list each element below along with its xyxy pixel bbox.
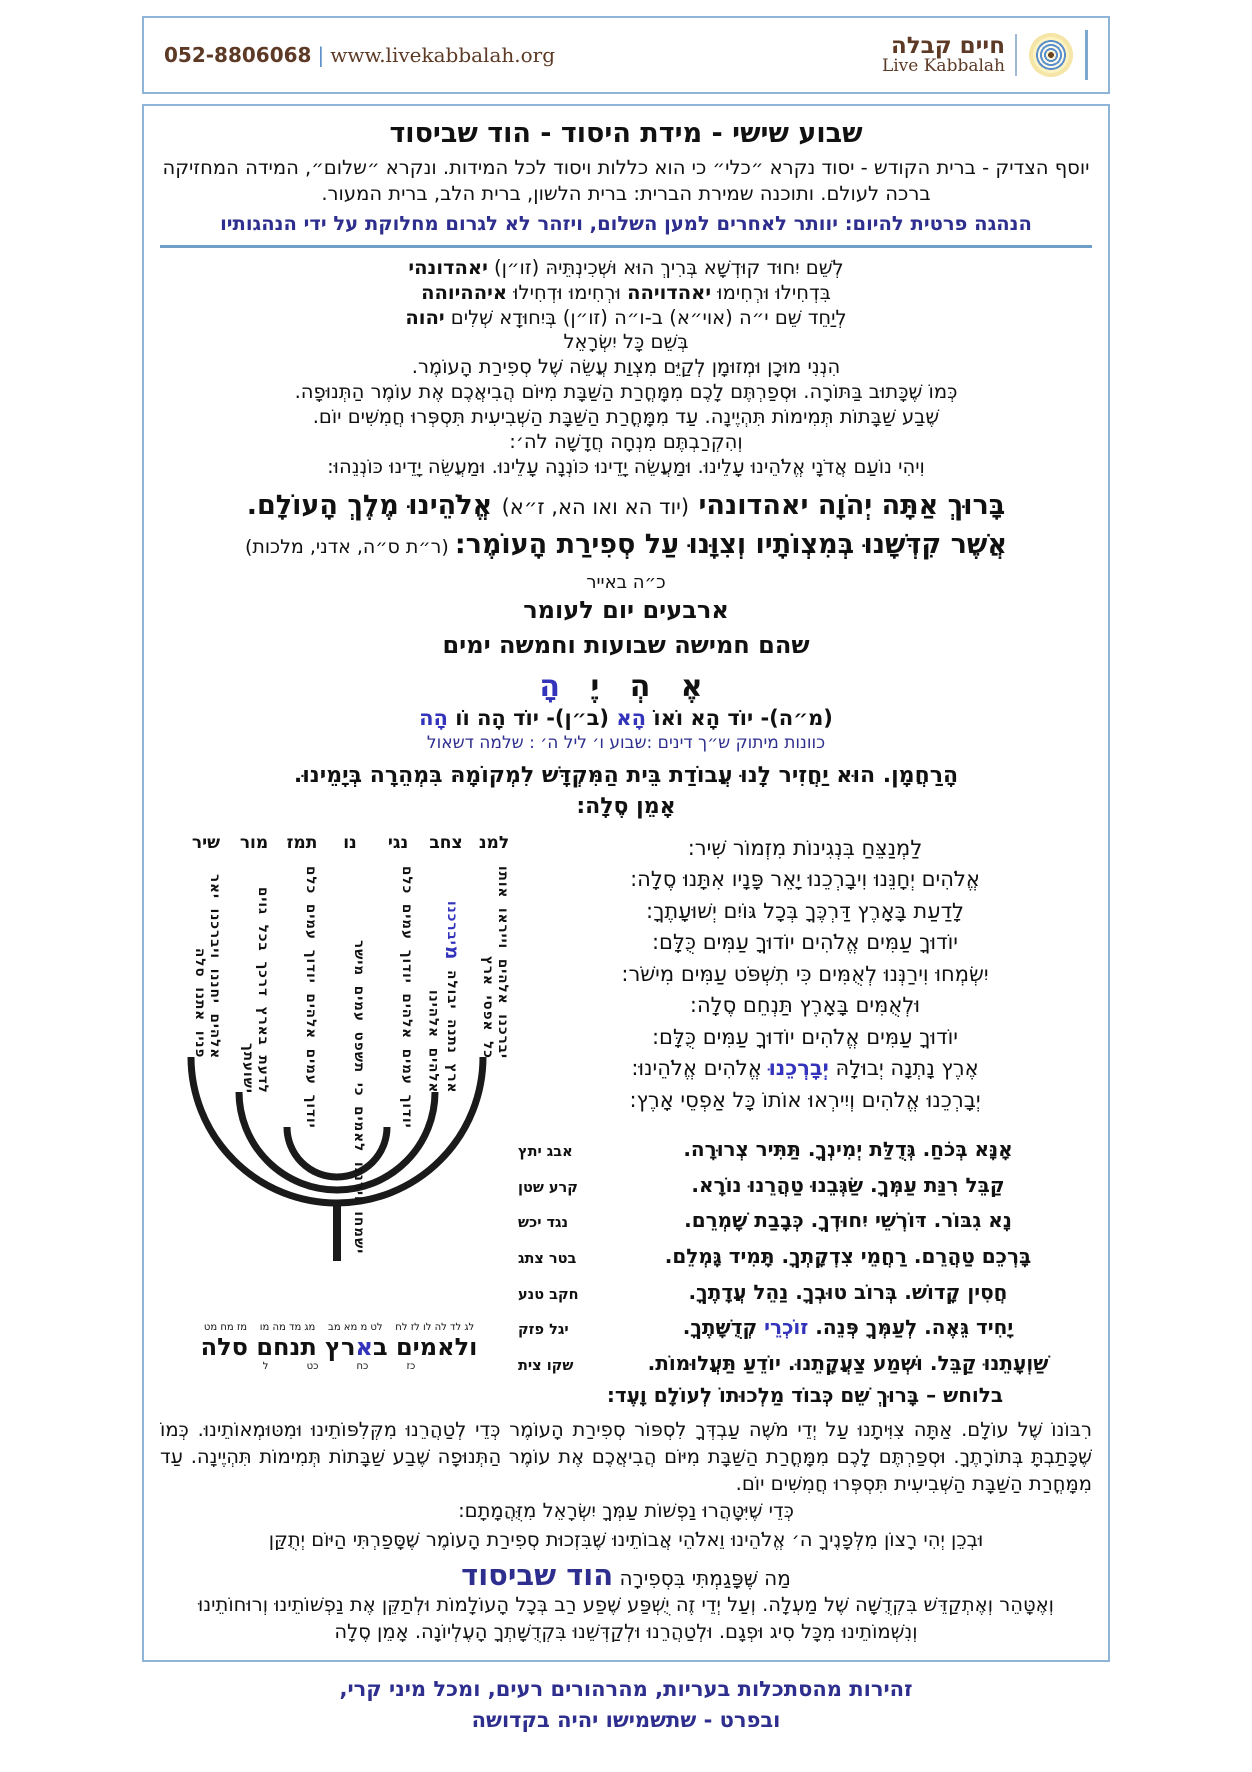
footer-warning [142, 1674, 1110, 1737]
day-40-marker: מ [441, 945, 463, 961]
blessing-line-1: בָּרוּךְ אַתָּה יְהֹוָה יאהדונהי (יוד הא ואו הא, ז״א) אֱלֹהֵינוּ מֶלֶךְ הָעוֹלָם. [246, 490, 1006, 522]
leshem-line: כְּמוֹ שֶׁכָּתוּב בַּתּוֹרָה. וּסְפַרְתֶּם לָכֶם מִמָּחֳרַת הַשַּׁבָּת מִיּוֹם הֲבִיאֲכֶם אֶת עוֹמֶר הַתְּנוּפָה. [294, 380, 958, 404]
ana-code: שקו צית [518, 1357, 574, 1374]
psalm-line-highlighted: אֶרֶץ נָתְנָה יְבוּלָהּ יְבָרְכֵנוּ אֱלֹהִים אֱלֹהֵינוּ: [631, 1056, 979, 1081]
menorah-branch-5: יודוך עמים אלהים יודוך עמים כלם [303, 866, 319, 1129]
ana-line: נָא גִבּוֹר. דּוֹרְשֵׁי יִחוּדְךָ. כְּבָבַת שָׁמְרֵם. נגד יכש [518, 1203, 1092, 1239]
sefirah-name-hod-shebiyesod: הוד שביסוד [461, 1557, 614, 1592]
psalm-line: לַמְנַצֵּחַ בִּנְגִינוֹת מִזְמוֹר שִׁיר: [687, 835, 923, 860]
menorah-branch-center: ישמחו וירננו לאמים כי תשפט עמים מישר [351, 940, 367, 1255]
ana-line: שַׁוְעָתֵנוּ קַבֵּל. וּשְׁמַע צַעֲקָתֵנוּ. יוֹדֵעַ תַּעֲלוּמוֹת. שקו צית [518, 1346, 1092, 1382]
footer-line-2: ובפרט - שתשמישו יהיה בקדושה [471, 1708, 781, 1733]
contact-info [164, 43, 555, 67]
header [142, 16, 1110, 94]
menorah-base-verse: ולאמים בארץ תנחם סלה [200, 1333, 478, 1362]
psalm-line: יִשְׂמְחוּ וִירַנְּנוּ לְאֻמִּים כִּי תִשְׁפֹּט עַמִּים מִישֹׁר: [621, 961, 989, 986]
logo-separator [1015, 34, 1017, 76]
pegam-line: מַה שֶּׁפָּגַמְתִּי בִּסְפִירָה הוד שביסוד [461, 1557, 791, 1592]
main-content [142, 104, 1110, 1662]
menorah-psalm-graphic [160, 833, 518, 1373]
ana-line: בָּרְכֵם טַהֲרֵם. רַחֲמֵי צִדְקָתְךָ. תָּמִיד גָּמְלֵם. בטר צתג [518, 1239, 1092, 1275]
psalm-line: לָדַעַת בָּאָרֶץ דַּרְכֶּךָ בְּכָל גּוֹיִם יְשׁוּעָתֶךָ: [646, 898, 964, 923]
psalm-line: יְבָרְכֵנוּ אֱלֹהִים וְיִירְאוּ אוֹתוֹ כָּל אַפְסֵי אָרֶץ: [629, 1087, 981, 1112]
footer-line-1: זהירות מהסתכלות בעריות, מהרהורים רעים, ומכל מיני קרי, [339, 1676, 913, 1701]
menorah-word-numbers-top: לג לד לה לו לז לח לט מ מא מב מג מד מה מו מז מח מט [203, 1322, 475, 1334]
omer-blessing [160, 486, 1092, 564]
milui-line: (מ״ה)- יוֹד הָא וֹאוֹ הָא (ב״ן)- יוֹד הָה וֹו הָה [419, 706, 833, 731]
ana-code: בטר צתג [518, 1250, 577, 1267]
menorah-branch-7: אלהים יחננו ויברכנו יאר פניו אתנו סלה [191, 873, 223, 1059]
ana-bekoach-block [518, 1132, 1092, 1407]
ana-line-highlighted: יָחִיד גֵּאֶה. לְעַמְּךָ פְּנֵה. זוֹכְרֵי קְדֻשָּׁתֶךָ. יגל פזק [518, 1310, 1092, 1346]
leshem-line: שֶׁבַע שַׁבָּתוֹת תְּמִימוֹת תִּהְיֶינָה. עַד מִמָּחֳרַת הַשַּׁבָּת הַשְּׁבִיעִית תִּסְפְּרוּ חֲמִשִּׁים יוֹם. [312, 405, 940, 429]
logo-right-rule [1085, 30, 1088, 80]
page-title: שבוע שישי - מידת היסוד - הוד שביסוד [389, 118, 863, 149]
leshem-line: הִנְנִי מוּכָן וּמְזוּמָן לְקַיֵּם מִצְוַת עֲשֵׂה שֶׁל סְפִירַת הָעוֹמֶר. [411, 355, 841, 379]
leshem-line: לְיַחֵד שֵׁם י״ה (אוי״א) ב-ו״ה (זו״ן) בְּיִחוּדָא שְׁלִים יהוה [405, 305, 847, 329]
closing-paragraph: וְאֶטָּהֵר וְאֶתְקַדֵּשׁ בִּקְדֻשָּׁה שֶׁל מַעְלָה. וְעַל יְדֵי זֶה יֻשְׁפַּע שֶׁפַע רַב בְּכָל הָעוֹלָמוֹת וּלְתַקֵּן אֶת נַפְשׁוֹתֵינוּ וְרוּחוֹתֵינוּ וְנִשְׁמוֹתֵינוּ מִכָּל סִיג וּפְגָם. וּלְטַהֲרֵנוּ וּלְקַדְּשֵׁנוּ בִּקְדֻשָּׁתְךָ הָעֶלְיוֹנָה. אָמֵן סֶלָה [198, 1592, 1054, 1643]
psalm-menorah-section [160, 833, 1092, 1408]
ana-line: חֲסִין קָדוֹשׁ. בְּרוֹב טוּבְךָ. נַהֵל עֲדָתֶךָ. חקב טנע [518, 1275, 1092, 1311]
menorah-branch-2: ארץ נתנה יבולה מיברכנו אלהים אלהינו [425, 901, 463, 1094]
ana-line: אָנָּא בְּכֹחַ. גְּדֻלַּת יְמִינְךָ. תַּתִּיר צְרוּרָה. אבג יתץ [518, 1132, 1092, 1168]
ana-code: חקב טנע [518, 1286, 579, 1303]
omer-count-days: ארבעים יום לעומר [523, 596, 729, 625]
ana-code: אבג יתץ [518, 1144, 573, 1161]
ana-code: קרע שטן [518, 1179, 578, 1196]
blessing-line-2: אֲשֶׁר קִדְּשָׁנוּ בְּמִצְוֹתָיו וְצִוָּנוּ עַל סְפִירַת הָעוֹמֶר: (ר״ת ס״ה, אדני, מלכות) [244, 529, 1008, 561]
menorah-branch-6: לדעת בארץ דרכך בכל גוים ישועתך [239, 886, 271, 1094]
divine-name-ehyeh: אֶ הְ יֶ הָ [539, 669, 713, 705]
psalm-line: יוֹדוּךָ עַמִּים אֱלֹהִים יוֹדוּךָ עַמִּים כֻּלָּם: [651, 930, 958, 955]
leshem-line: בְּשֵׁם כָּל יִשְׂרָאֵל [563, 330, 689, 354]
ana-code: יגל פזק [518, 1322, 569, 1339]
ana-code: נגד יכש [518, 1215, 569, 1232]
leshem-line: וְהִקְרַבְתֶּם מִנְחָה חֲדָשָׁה לה׳: [509, 430, 743, 454]
logo-text [882, 34, 1005, 76]
ribono-tail-line: כְּדֵי שֶׁיִּטָּהֲרוּ נַפְשׁוֹת עַמְּךָ יִשְׂרָאֵל מִזֻּהֲמָתָם: [458, 1499, 794, 1523]
logo [882, 30, 1088, 80]
kavanot-line: כוונות מיתוק ש״ך דינים :שבוע ו׳ ליל ה׳ : שלמה דשאול [426, 733, 826, 754]
leshem-line: וִיהִי נוֹעַם אֲדֹנָי אֱלֹהֵינוּ עָלֵינוּ. וּמַעֲשֵׂה יָדֵינוּ כּוֹנְנָה עָלֵינוּ. וּמַעֲשֵׂה יָדֵינוּ כּוֹנְנֵהוּ: [327, 455, 925, 479]
contact-separator: | [317, 43, 325, 67]
leshem-line: לְשֵׁם יִחוּד קוּדְשָׁא בְּרִיךְ הוּא וּשְׁכִינְתֵּיהּ (זו״ן) יאהדונהי [408, 255, 844, 279]
psalm-line: אֱלֹהִים יְחָנֵּנוּ וִיבָרְכֵנוּ יָאֵר פָּנָיו אִתָּנוּ סֶלָה: [630, 867, 980, 892]
harachaman-block [160, 761, 1092, 823]
page [142, 0, 1110, 1737]
logo-hebrew-name: חיים קבלה [890, 33, 1005, 59]
leshem-yichud-block [160, 256, 1092, 481]
amen-selah-line: אָמֵן סֶלָה: [576, 793, 676, 819]
ana-line: קַבֵּל רִנַּת עַמְּךָ. שַׂגְּבֵנוּ טַהֲרֵנוּ נוֹרָא. קרע שטן [518, 1168, 1092, 1204]
psalm-67-text [518, 833, 1092, 1117]
logo-english-name: Live Kabbalah [881, 56, 1005, 77]
website-url: www.livekabbalah.org [330, 43, 556, 67]
menorah-branch-1: יברכנו אלהים וייראו אותו כל אפסי ארץ [479, 865, 511, 1059]
phone-number: 052-8806068 [164, 43, 312, 67]
omer-count [160, 593, 1092, 663]
baruch-shem-line: בלוחש – בָּרוּךְ שֵׁם כְּבוֹד מַלְכוּתוֹ לְעוֹלָם וָעֶד: [606, 1383, 1004, 1408]
uvchen-line: וּבְכֵן יְהִי רָצוֹן מִלְּפָנֶיךָ ה׳ אֱלֹהֵינוּ וֵאלֹהֵי אֲבוֹתֵינוּ שֶׁבִּזְכוּת סְפִירַת הָעוֹמֶר שֶׁסָּפַרְתִּי הַיּוֹם יְתֻקַּן [268, 1527, 984, 1551]
ribono-paragraph: רִבּוֹנוֹ שֶׁל עוֹלָם. אַתָּה צִוִּיתָנוּ עַל יְדֵי מֹשֶׁה עַבְדְּךָ לִסְפּוֹר סְפִירַת הָעוֹמֶר כְּדֵי לְטַהֲרֵנוּ מִקְּלִפּוֹתֵינוּ וּמִטּוּמְאוֹתֵינוּ. כְּמוֹ שֶׁכָּתַבְתָּ בְּתוֹרָתֶךָ. וּסְפַרְתֶּם לָכֶם מִמָּחֳרַת הַשַּׁבָּת מִיּוֹם הֲבִיאֲכֶם אֶת עוֹמֶר הַתְּנוּפָה שֶׁבַע שַׁבָּתוֹת תְּמִימוֹת תִּהְיֶינָה. עַד מִמָּחֳרַת הַשַּׁבָּת הַשְּׁבִיעִית תִּסְפְּרוּ חֲמִשִּׁים יוֹם. [160, 1418, 1092, 1496]
harachaman-line: הָרַחֲמָן. הוּא יַחֲזִיר לָנוּ עֲבוֹדַת בֵּית הַמִּקְדָּשׁ לִמְקוֹמָהּ בִּמְהֵרָה בְּיָמֵינוּ. [293, 763, 959, 789]
hebrew-date: כ״ה באייר [586, 572, 666, 594]
psalm-line: וּלְאֻמִּים בָּאָרֶץ תַּנְחֵם סֶלָה: [689, 993, 921, 1018]
omer-count-weeks: שהם חמישה שבועות וחמשה ימים [442, 631, 810, 660]
menorah-base [160, 1322, 518, 1372]
leshem-line: בִּדְחִילוּ וּרְחִימוּ יאהדויהה וּרְחִימוּ וּדְחִילוּ איההיוהה [421, 280, 831, 304]
intro-paragraph: יוסף הצדיק - ברית הקודש - יסוד נקרא ״כלי״ כי הוא כללות ויסוד לכל המידות. ונקרא ״שלום״, המידה המחזיקה ברכה לעולם. ותוכנה שמירת הברית: ברית הלשון, ברית הלב, ברית המעור. [162, 156, 1090, 206]
section-divider [160, 245, 1092, 248]
psalm-column [518, 833, 1092, 1408]
spiral-logo-icon [1027, 31, 1075, 79]
menorah-word-numbers-bottom: כז כח כט ל [262, 1360, 416, 1372]
daily-conduct-line: הנהגה פרטית להיום: יוותר לאחרים למען השלום, ויזהר לא לגרום מחלוקת על ידי הנהגותיו [220, 211, 1032, 235]
menorah-header-row: למנ צחב נגי נו תמז מור שיר [191, 832, 510, 853]
psalm-line: יוֹדוּךָ עַמִּים אֱלֹהִים יוֹדוּךָ עַמִּים כֻּלָּם: [651, 1024, 958, 1049]
menorah-branch-3: יודוך עמים אלהים יודוך עמים כלם [399, 866, 415, 1129]
